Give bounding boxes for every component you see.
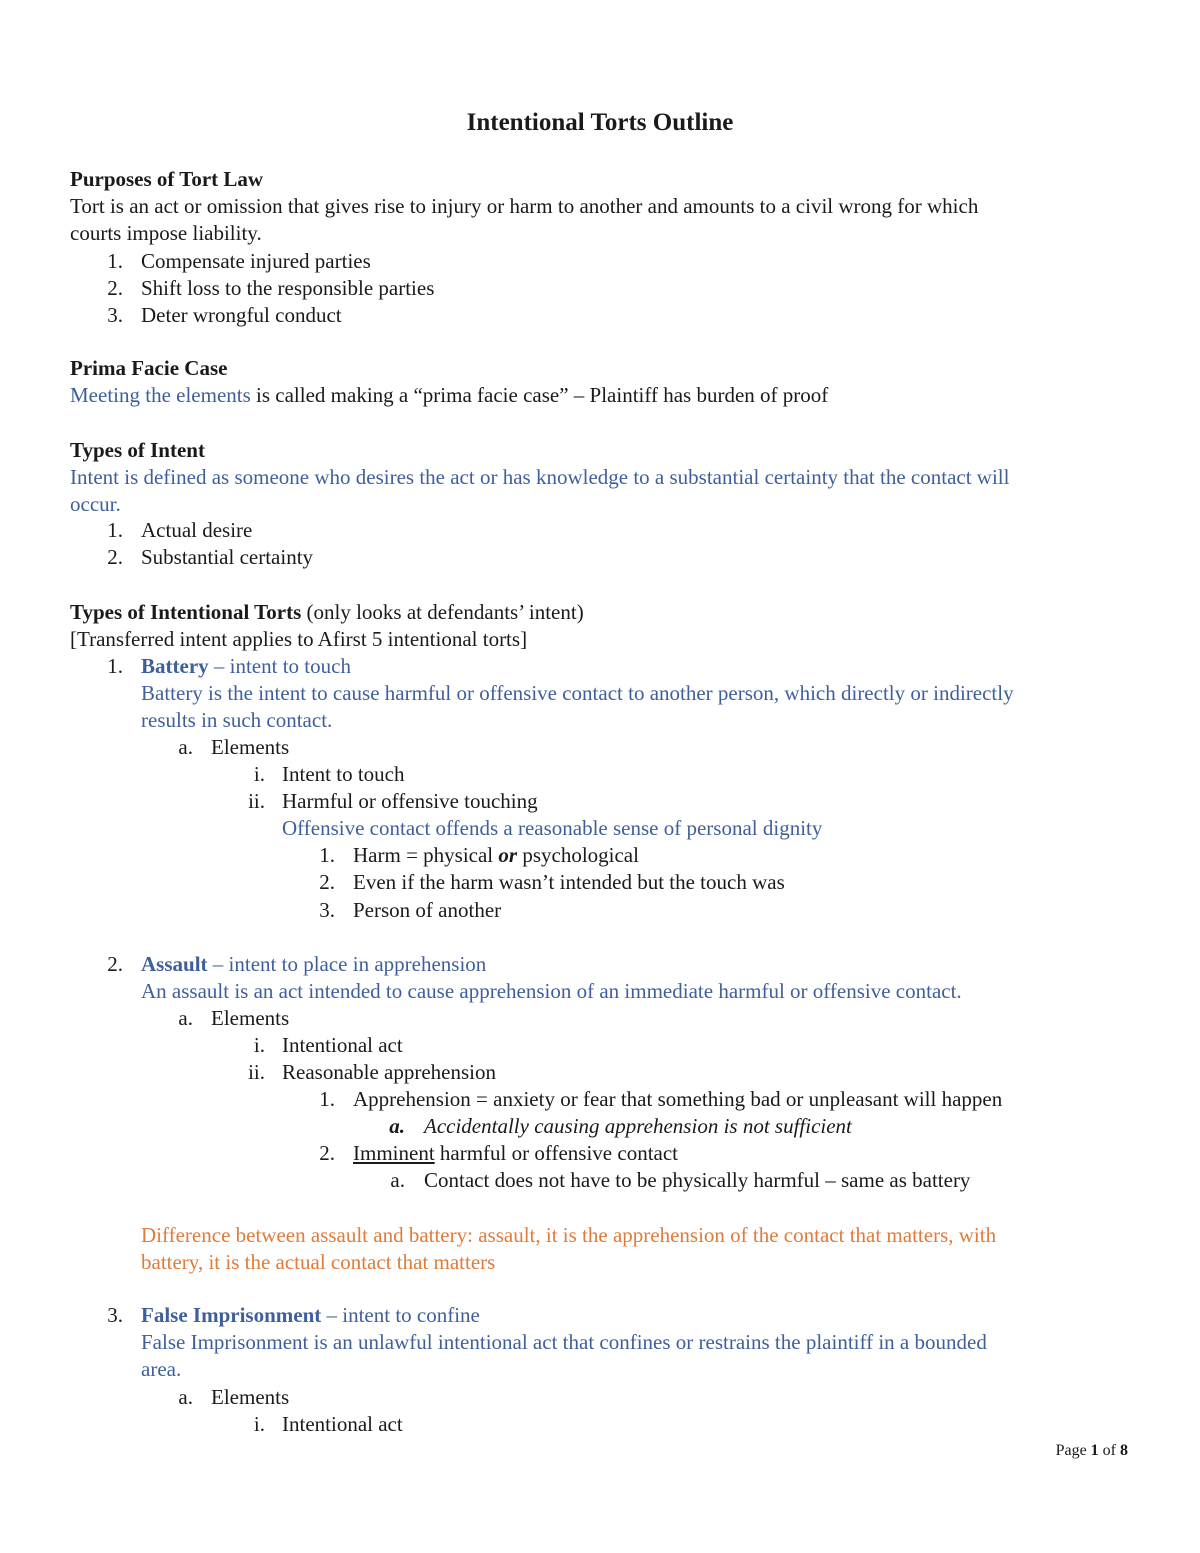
list-marker: 1. bbox=[107, 249, 123, 273]
false-imprisonment-elements-label: Elements bbox=[211, 1385, 290, 1409]
assault-sub-2 bbox=[353, 1140, 678, 1167]
list-marker: a. bbox=[178, 735, 193, 759]
battery-tag: – intent to touch bbox=[208, 654, 351, 678]
false-imprisonment-heading bbox=[141, 1302, 480, 1329]
list-marker: 2. bbox=[319, 1141, 335, 1165]
false-imprisonment-tag: – intent to confine bbox=[321, 1303, 480, 1327]
intent-definition-line1: Intent is defined as someone who desires the act or has knowledge to a substantial certainty that the contact will bbox=[70, 465, 1010, 489]
list-marker: a. bbox=[178, 1006, 193, 1030]
assault-element-2: Reasonable apprehension bbox=[282, 1060, 497, 1084]
list-marker: 2. bbox=[107, 952, 123, 976]
purposes-definition-line1: Tort is an act or omission that gives rise to injury or harm to another and amounts to a civil wrong for which bbox=[70, 194, 979, 218]
list-marker: i. bbox=[253, 762, 265, 786]
battery-name: Battery bbox=[141, 654, 209, 678]
assault-sub-1: Apprehension = anxiety or fear that something bad or unpleasant will happen bbox=[353, 1087, 1003, 1111]
list-item: Actual desire bbox=[141, 518, 253, 542]
list-marker: a. bbox=[178, 1385, 193, 1409]
battery-offensive-note: Offensive contact offends a reasonable sense of personal dignity bbox=[282, 816, 823, 840]
list-marker: 1. bbox=[319, 843, 335, 867]
prima-definition-rest: is called making a “prima facie case” – Plaintiff has burden of proof bbox=[250, 383, 829, 407]
battery-sub-1-a: Harm = physical bbox=[353, 843, 499, 867]
intent-heading: Types of Intent bbox=[70, 438, 205, 462]
false-imprisonment-definition-line1: False Imprisonment is an unlawful intentional act that confines or restrains the plaintiff in a bounded bbox=[141, 1330, 987, 1354]
difference-note-line1: Difference between assault and battery: assault, it is the apprehension of the contact that matters, with bbox=[141, 1223, 997, 1247]
document-title: Intentional Torts Outline bbox=[466, 109, 734, 136]
battery-definition-line2: results in such contact. bbox=[141, 708, 333, 732]
battery-heading bbox=[141, 653, 351, 680]
assault-heading bbox=[141, 951, 486, 978]
list-marker: ii. bbox=[248, 1060, 265, 1084]
battery-sub-1 bbox=[353, 842, 639, 869]
page-number bbox=[1056, 1441, 1128, 1461]
list-item: Substantial certainty bbox=[141, 545, 314, 569]
page-number-of: of bbox=[1098, 1442, 1120, 1459]
list-item: Compensate injured parties bbox=[141, 249, 371, 273]
battery-sub-2: Even if the harm wasn’t intended but the touch was bbox=[353, 870, 785, 894]
prima-definition bbox=[70, 382, 828, 409]
prima-definition-highlight: Meeting the elements bbox=[70, 383, 251, 407]
page-number-current: 1 bbox=[1090, 1442, 1099, 1459]
list-marker: 1. bbox=[319, 1087, 335, 1111]
assault-sub-2a: Contact does not have to be physically harmful – same as battery bbox=[424, 1168, 971, 1192]
list-marker: 2. bbox=[107, 545, 123, 569]
assault-definition: An assault is an act intended to cause apprehension of an immediate harmful or offensive contact. bbox=[141, 979, 962, 1003]
list-marker: ii. bbox=[248, 789, 265, 813]
list-marker: 1. bbox=[107, 518, 123, 542]
battery-sub-3: Person of another bbox=[353, 898, 502, 922]
battery-definition-line1: Battery is the intent to cause harmful or offensive contact to another person, which directly or indirectly bbox=[141, 681, 1014, 705]
assault-sub-2-rest: harmful or offensive contact bbox=[434, 1141, 679, 1165]
intent-definition-line2: occur. bbox=[70, 492, 121, 516]
list-marker: a. bbox=[390, 1168, 405, 1192]
torts-heading bbox=[70, 599, 584, 626]
list-marker: i. bbox=[253, 1412, 265, 1436]
page-number-total: 8 bbox=[1120, 1442, 1128, 1459]
list-marker: 3. bbox=[319, 898, 335, 922]
battery-elements-label: Elements bbox=[211, 735, 290, 759]
list-marker: 3. bbox=[107, 1303, 123, 1327]
difference-note-line2: battery, it is the actual contact that matters bbox=[141, 1250, 496, 1274]
assault-name: Assault bbox=[141, 952, 208, 976]
page-number-prefix: Page bbox=[1055, 1442, 1091, 1459]
battery-sub-1-or: or bbox=[498, 843, 518, 867]
list-item: Deter wrongful conduct bbox=[141, 303, 342, 327]
purposes-definition-line2: courts impose liability. bbox=[70, 221, 262, 245]
purposes-heading: Purposes of Tort Law bbox=[70, 167, 264, 191]
assault-tag: – intent to place in apprehension bbox=[207, 952, 487, 976]
false-imprisonment-name: False Imprisonment bbox=[141, 1303, 322, 1327]
list-marker: 1. bbox=[107, 654, 123, 678]
assault-sub-2-underlined: Imminent bbox=[353, 1141, 435, 1165]
torts-heading-title: Types of Intentional Torts bbox=[70, 600, 302, 624]
torts-heading-note: (only looks at defendants’ intent) bbox=[301, 600, 584, 624]
list-marker: 2. bbox=[319, 870, 335, 894]
prima-heading: Prima Facie Case bbox=[70, 356, 228, 380]
list-item: Shift loss to the responsible parties bbox=[141, 276, 435, 300]
false-imprisonment-element-1: Intentional act bbox=[282, 1412, 403, 1436]
assault-element-1: Intentional act bbox=[282, 1033, 403, 1057]
assault-sub-1a: Accidentally causing apprehension is not sufficient bbox=[424, 1114, 852, 1138]
battery-element-2: Harmful or offensive touching bbox=[282, 789, 538, 813]
list-marker: i. bbox=[253, 1033, 265, 1057]
list-marker: 2. bbox=[107, 276, 123, 300]
battery-sub-1-b: psychological bbox=[517, 843, 639, 867]
transferred-intent-note: [Transferred intent applies to Afirst 5 intentional torts] bbox=[70, 627, 528, 651]
list-marker: a. bbox=[389, 1114, 405, 1138]
assault-elements-label: Elements bbox=[211, 1006, 290, 1030]
false-imprisonment-definition-line2: area. bbox=[141, 1357, 182, 1381]
list-marker: 3. bbox=[107, 303, 123, 327]
battery-element-1: Intent to touch bbox=[282, 762, 405, 786]
